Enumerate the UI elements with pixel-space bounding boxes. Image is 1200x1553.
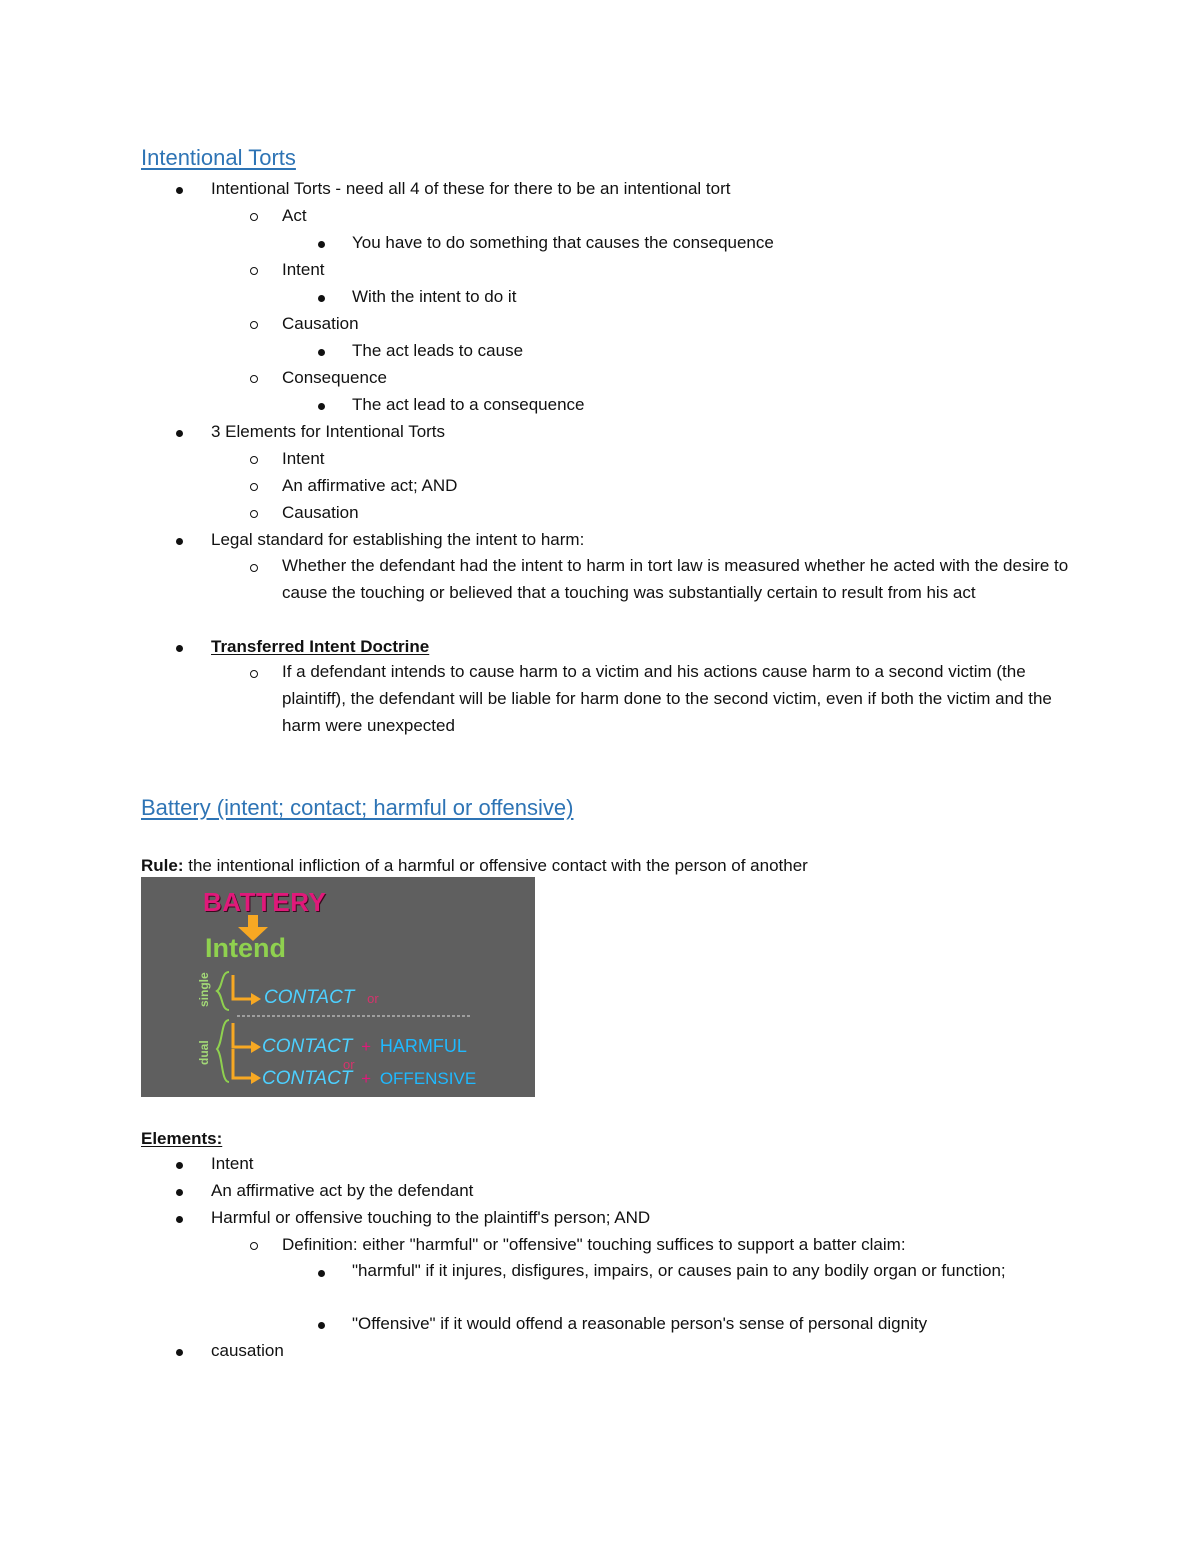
bullet-circle: [250, 1234, 258, 1256]
bullet-dot: [176, 1153, 183, 1175]
contact-text: CONTACT: [262, 1036, 353, 1057]
battery-diagram-image: [141, 877, 535, 1097]
bullet-dot: [318, 394, 325, 416]
dual-arrow-1: [233, 1023, 253, 1047]
bullet-dot: [176, 421, 183, 443]
elements-label: Elements:: [141, 1129, 223, 1148]
bullet-dot: [318, 286, 325, 308]
list-item: Harmful or offensive touching to the plaintiff's person; AND: [211, 1208, 651, 1227]
harmful-text: HARMFUL: [379, 1036, 467, 1056]
bullet-circle: [250, 259, 258, 281]
transferred-intent-heading: Transferred Intent Doctrine: [211, 637, 430, 656]
bullet-circle: [250, 475, 258, 497]
list-item: Consequence: [282, 368, 387, 387]
list-item-paragraph: "harmful" if it injures, disfigures, impairs, or causes pain to any bodily organ or function;: [352, 1261, 1006, 1280]
list-item: "Offensive" if it would offend a reasonable person's sense of personal dignity: [352, 1314, 928, 1333]
list-item: Definition: either "harmful" or "offensive" touching suffices to support a batter claim:: [282, 1235, 906, 1254]
or-text: or: [367, 991, 379, 1006]
single-brace: [217, 972, 229, 1010]
bullet-dot: [318, 1313, 325, 1335]
bullet-circle: [250, 313, 258, 335]
plus-text: +: [361, 1037, 372, 1056]
list-item-paragraph: Whether the defendant had the intent to harm in tort law is measured whether he acted with the desire to cause the touching or believed that a touching was substantially certain to result from his act: [282, 556, 1069, 602]
bullet-dot: [318, 232, 325, 254]
list-item: Intent: [211, 1154, 254, 1173]
list-item: Legal standard for establishing the intent to harm:: [211, 530, 585, 549]
bullet-circle: [250, 448, 258, 470]
contact-offensive-row: [262, 1068, 476, 1090]
rule-label: Rule:: [141, 856, 184, 875]
list-item: An affirmative act; AND: [282, 476, 458, 495]
bullet-dot: [176, 178, 183, 200]
single-contact-row: [264, 987, 379, 1009]
bullet-dot: [176, 1340, 183, 1362]
bullet-dot: [318, 340, 325, 362]
bullet-circle: [250, 205, 258, 227]
contact-text: CONTACT: [264, 987, 355, 1008]
heading-battery: Battery (intent; contact; harmful or offensive): [141, 795, 574, 820]
single-arrow: [233, 975, 253, 999]
contact-text: CONTACT: [262, 1068, 353, 1089]
dual-brace: [217, 1020, 229, 1082]
list-item: The act lead to a consequence: [352, 395, 585, 414]
bullet-circle: [250, 556, 258, 578]
plus-text: +: [361, 1069, 372, 1088]
contact-harmful-row: [262, 1036, 467, 1058]
offensive-text: OFFENSIVE: [379, 1069, 477, 1088]
list-item: Intent: [282, 449, 325, 468]
intend-label: Intend: [205, 933, 286, 963]
list-item: 3 Elements for Intentional Torts: [211, 422, 446, 441]
bullet-circle: [250, 367, 258, 389]
dual-label: dual: [197, 1040, 211, 1065]
bullet-dot: [318, 1261, 325, 1283]
single-arrow-head: [251, 993, 261, 1005]
list-item: Intentional Torts - need all 4 of these for there to be an intentional tort: [211, 179, 731, 198]
bullet-dot: [176, 529, 183, 551]
dual-arrow-2-head: [251, 1072, 261, 1084]
list-item: Causation: [282, 503, 359, 522]
single-label: single: [197, 972, 211, 1007]
bullet-circle: [250, 502, 258, 524]
bullet-dot: [176, 1207, 183, 1229]
or-text: or: [343, 1057, 355, 1072]
dual-arrow-2: [233, 1049, 253, 1078]
heading-intentional-torts: Intentional Torts: [141, 145, 296, 170]
list-item: causation: [211, 1341, 284, 1360]
list-item: Act: [282, 206, 307, 225]
list-item: The act leads to cause: [352, 341, 524, 360]
list-item-paragraph: If a defendant intends to cause harm to a victim and his actions cause harm to a second victim (the plaintiff), the defendant will be liable for harm done to the second victim, even if both the victim and the harm were unexpected: [282, 662, 1052, 735]
bullet-circle: [250, 662, 258, 684]
rule-text: the intentional infliction of a harmful or offensive contact with the person of another: [183, 856, 808, 875]
list-item: Intent: [282, 260, 325, 279]
bullet-dot: [176, 1180, 183, 1202]
list-item: Causation: [282, 314, 359, 333]
list-item: An affirmative act by the defendant: [211, 1181, 474, 1200]
battery-title: BATTERY: [203, 887, 327, 917]
dual-arrow-1-head: [251, 1041, 261, 1053]
list-item: With the intent to do it: [352, 287, 517, 306]
bullet-dot: [176, 636, 183, 658]
list-item: You have to do something that causes the consequence: [352, 233, 774, 252]
rule-paragraph: [141, 855, 808, 877]
